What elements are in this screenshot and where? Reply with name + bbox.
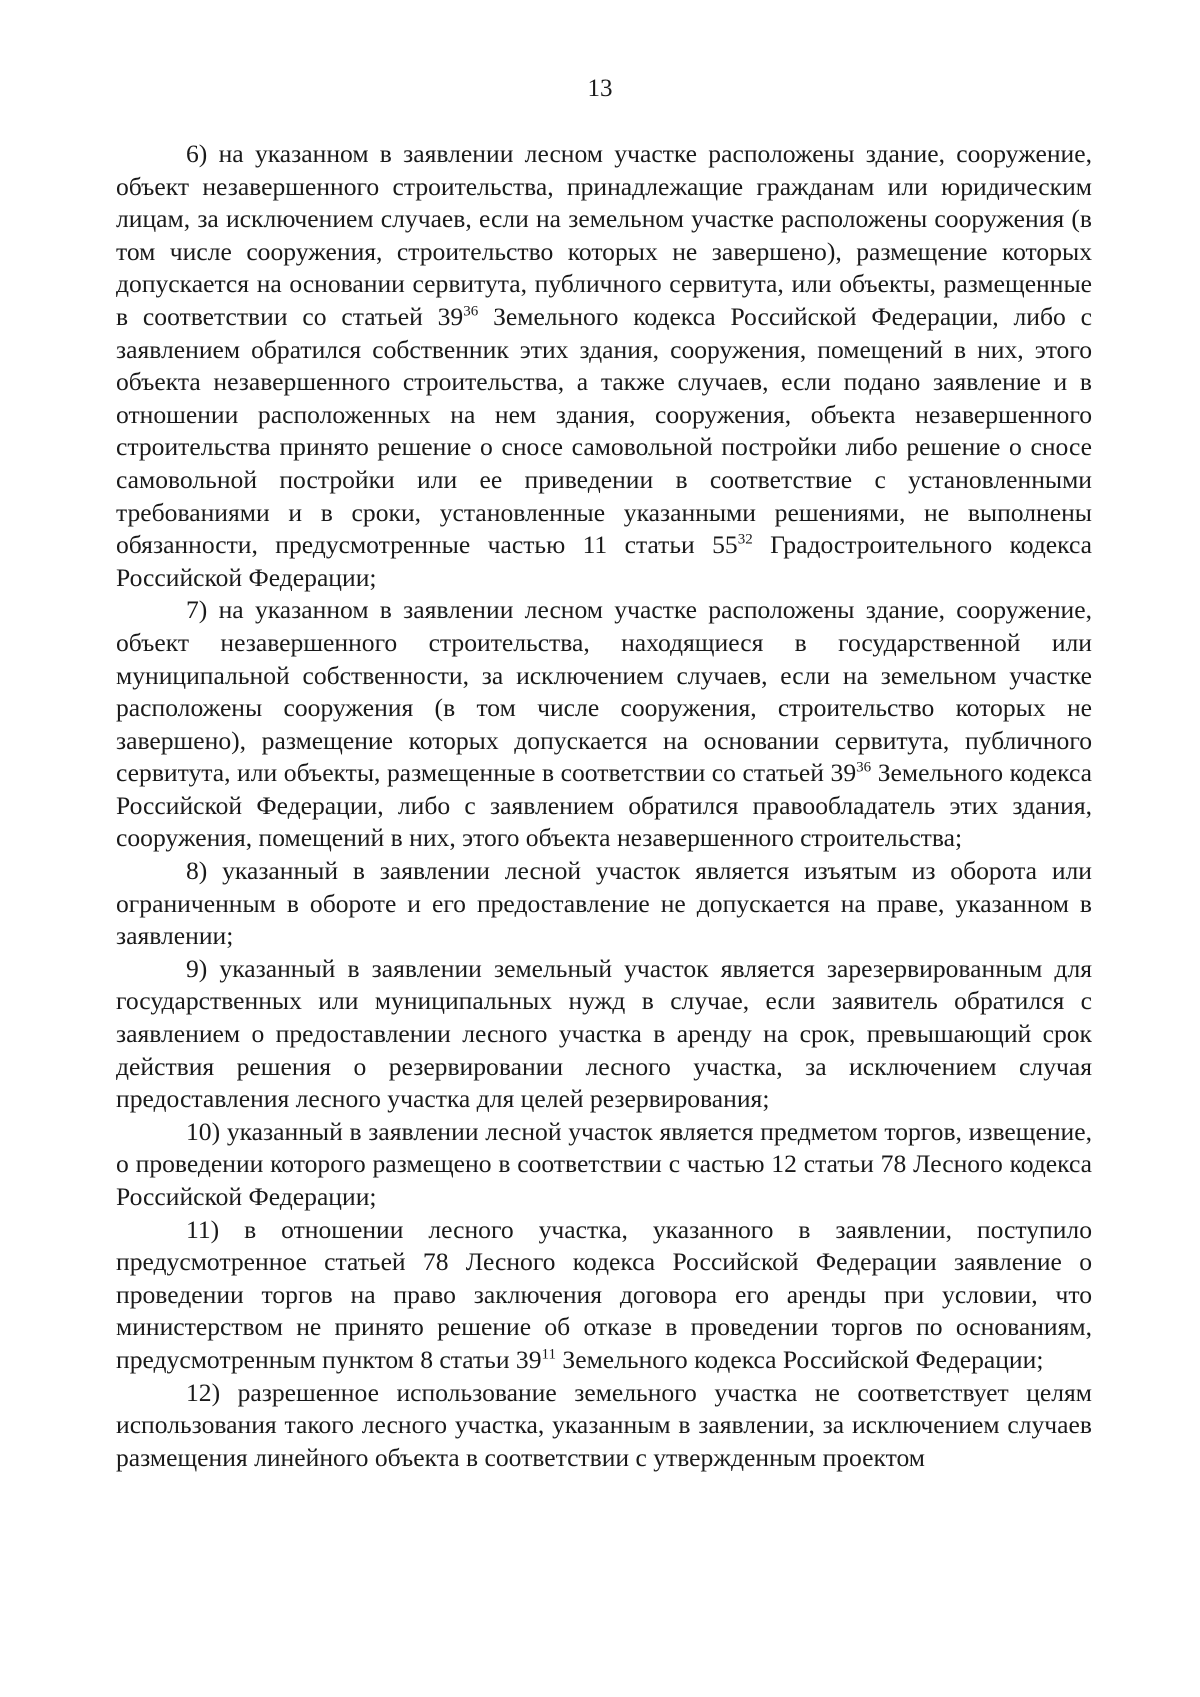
paragraph-text: 11) в отношении лесного участка, указанного в заявлении, поступило предусмотренное статьей 78 Лесного кодекса Российской Федерации заявление о проведении торгов на право заключения договора его аренды при условии, что министерством не принято решение об отказе в проведении торгов по основаниям, предусмотренным пунктом 8 статьи 39 — [116, 1214, 1092, 1374]
superscript: 32 — [737, 531, 753, 548]
paragraph-item-10: 10) указанный в заявлении лесной участок является предметом торгов, извещение, о проведении которого размещено в соответствии с частью 12 статьи 78 Лесного кодекса Российской Федерации; — [116, 1116, 1092, 1211]
paragraph-item-7 — [116, 594, 1092, 855]
document-body — [116, 138, 1092, 1474]
superscript: 36 — [463, 303, 479, 320]
superscript: 36 — [856, 759, 872, 776]
paragraph-item-11 — [116, 1214, 1092, 1377]
paragraph-item-12: 12) разрешенное использование земельного участка не соответствует целям использования такого лесного участка, указанным в заявлении, за исключением случаев размещения линейного объекта в соответствии с утвержденным проектом — [116, 1377, 1092, 1472]
paragraph-text: Градостроительного кодекса Российской Федерации; — [116, 530, 1092, 592]
paragraph-item-8: 8) указанный в заявлении лесной участок является изъятым из оборота или ограниченным в обороте и его предоставление не допускается на праве, указанном в заявлении; — [116, 856, 1092, 951]
page-number: 13 — [587, 75, 613, 102]
paragraph-text: 7) на указанном в заявлении лесном участке расположены здание, сооружение, объект незавершенного строительства, находящиеся в государственной или муниципальной собственности, за исключением случаев, если на земельном участке расположены сооружения (в том числе сооружения, строительство которых не завершено), размещение которых допускается на основании сервитута, публичного сервитута, или объекты, размещенные в соответствии со статьей 39 — [116, 595, 1092, 788]
superscript: 11 — [541, 1346, 556, 1363]
paragraph-text: Земельного кодекса Российской Федерации; — [555, 1344, 1044, 1374]
paragraph-text: Земельного кодекса Российской Федерации, либо с заявлением обратился собственник этих здания, сооружения, помещений в них, этого объекта незавершенного строительства, а также случаев, если подано заявление и в отношении расположенных на нем здания, сооружения, объекта незавершенного строительства принято решение о сносе самовольной постройки либо решение о сносе самовольной постройки или ее приведении в соответствие с установленными требованиями и в сроки, установленные указанными решениями, не выполнены обязанности, предусмотренные частью 11 статьи 55 — [116, 301, 1092, 560]
paragraph-item-9: 9) указанный в заявлении земельный участок является зарезервированным для государственных или муниципальных нужд в случае, если заявитель обратился с заявлением о предоставлении лесного участка в аренду на срок, превышающий срок действия решения о резервировании лесного участка, за исключением случая предоставления лесного участка для целей резервирования; — [116, 953, 1092, 1114]
paragraph-item-6 — [116, 138, 1092, 594]
paragraph-text: Земельного кодекса Российской Федерации, либо с заявлением обратился правообладатель этих здания, сооружения, помещений в них, этого объекта незавершенного строительства; — [116, 758, 1092, 853]
paragraph-text: 6) на указанном в заявлении лесном участке расположены здание, сооружение, объект незавершенного строительства, принадлежащие гражданам или юридическим лицам, за исключением случаев, если на земельном участке расположены сооружения (в том числе сооружения, строительство которых не завершено), размещение которых допускается на основании сервитута, публичного сервитута, или объекты, размещенные в соответствии со статьей 39 — [116, 139, 1092, 331]
